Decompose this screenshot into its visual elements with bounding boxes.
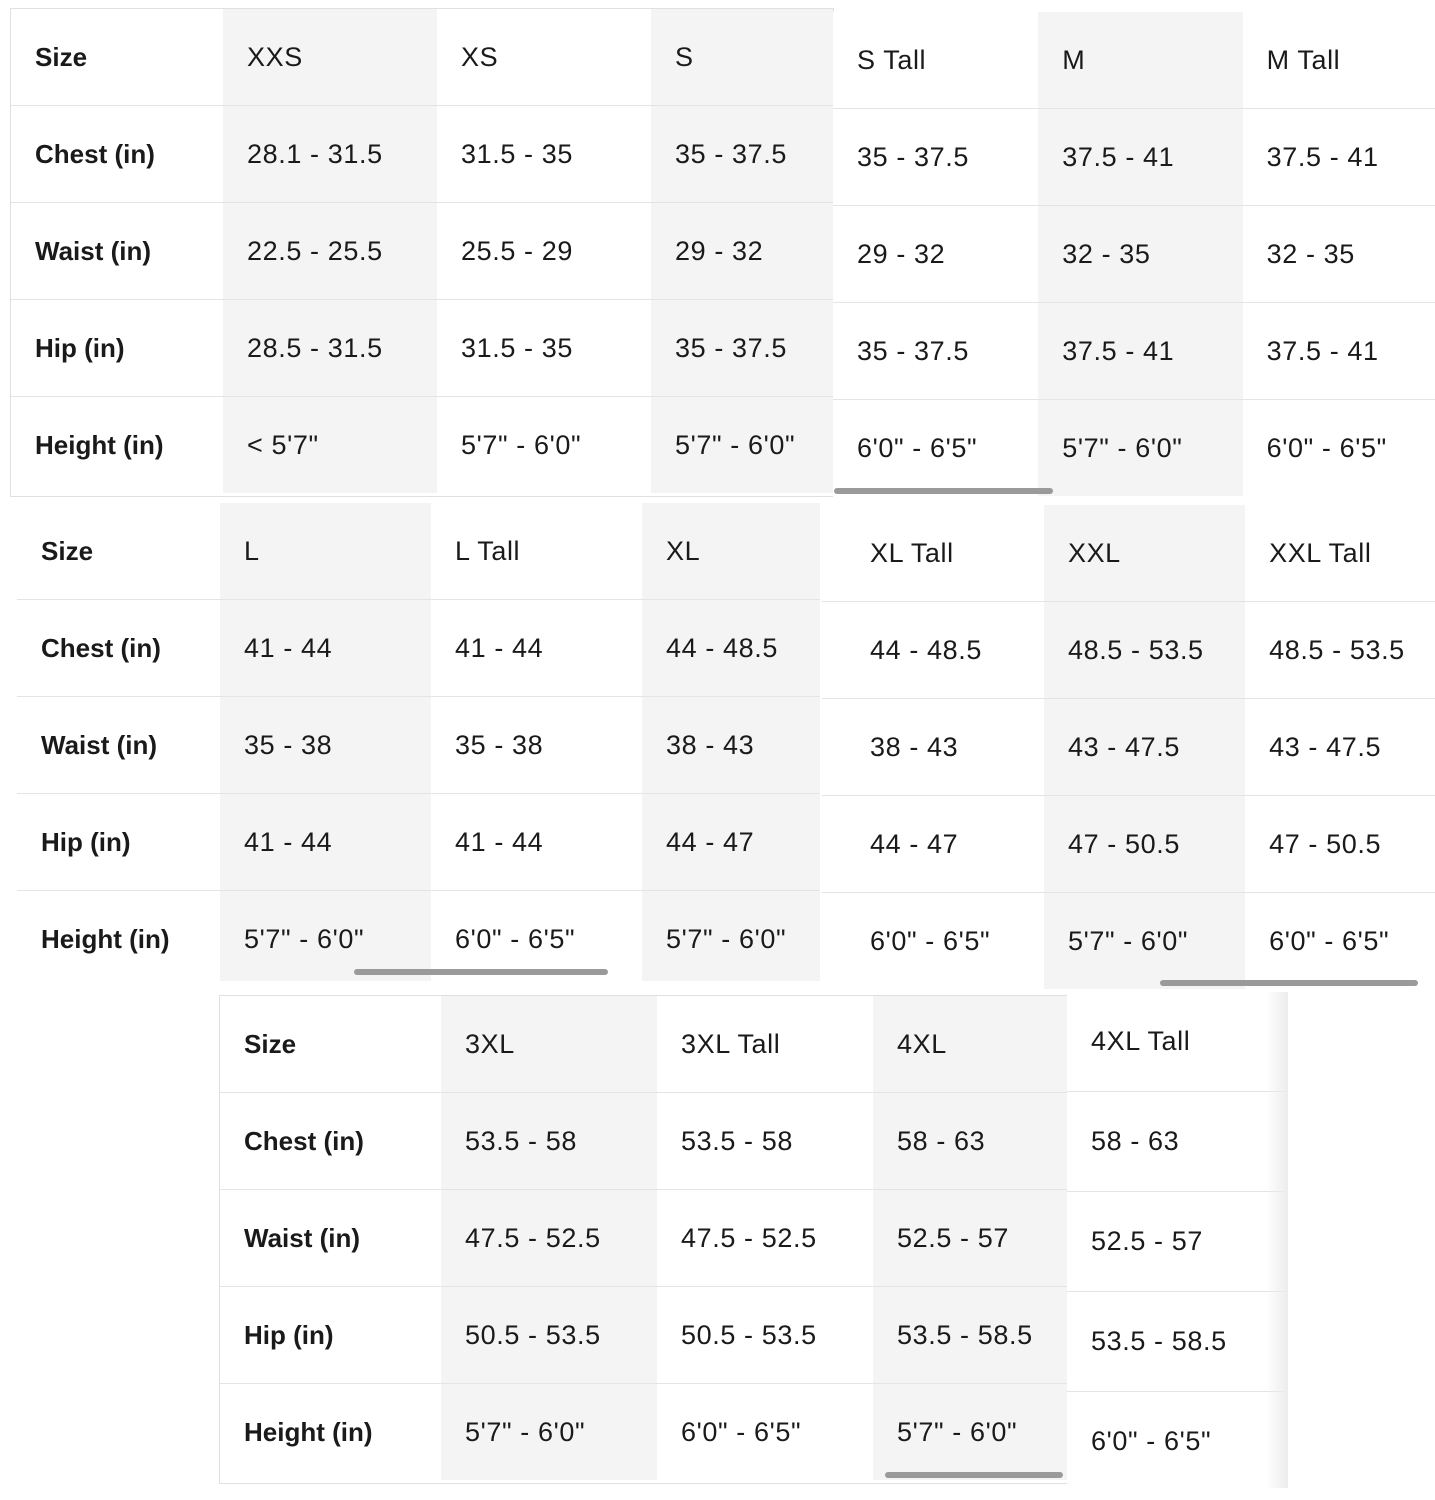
size-table-l-xl [17,503,820,981]
size-header: XXL [1044,505,1245,602]
table-cell: 5'7" - 6'0" [1038,400,1242,497]
table-cell: 37.5 - 41 [1243,303,1435,400]
table-cell: 35 - 38 [220,697,431,794]
table-row-waist [11,203,833,300]
row-label-height: Height (in) [35,429,164,460]
table-cell: 28.5 - 31.5 [223,300,437,397]
table-cell: 38 - 43 [822,699,1044,796]
table-cell: 29 - 32 [833,206,1038,303]
row-label-size: Size [17,503,220,600]
table-cell: 48.5 - 53.5 [1044,602,1245,699]
size-header: L [220,503,431,600]
size-header: M [1038,12,1242,109]
row-label-size: Size [11,9,223,106]
size-table-4xl-tall [1067,992,1287,1488]
table-cell: 47 - 50.5 [1044,796,1245,893]
table-cell: 41 - 44 [431,794,642,891]
table-cell: 44 - 48.5 [822,602,1044,699]
size-table [17,503,820,981]
table-row-hip [822,796,1435,893]
size-header: S [651,9,833,106]
row-label-size: Size [220,996,441,1093]
size-header: XXL Tall [1245,505,1435,602]
table-cell: 32 - 35 [1038,206,1242,303]
table-cell: 5'7" - 6'0" [651,397,833,494]
table-row-waist [17,697,820,794]
table-cell: 31.5 - 35 [437,106,651,203]
table-cell: 6'0" - 6'5" [455,923,576,954]
size-table-xxs-s [10,8,834,497]
size-table [220,996,1067,1480]
size-header: 3XL [441,996,657,1093]
row-label-height: Height (in) [244,1416,373,1447]
table-cell: 35 - 37.5 [651,300,833,397]
table-cell: 44 - 47 [642,794,820,891]
table-cell: 50.5 - 53.5 [657,1287,873,1384]
table-cell: 5'7" - 6'0" [1044,893,1245,990]
table-row-size [833,12,1435,109]
table-cell: 5'7" - 6'0" [441,1384,657,1481]
table-cell: 35 - 38 [431,697,642,794]
table-cell: 41 - 44 [220,600,431,697]
table-cell: 43 - 47.5 [1044,699,1245,796]
scroll-edge-shadow [1266,992,1288,1488]
table-cell: 6'0" - 6'5" [1091,1426,1212,1456]
table-cell: 48.5 - 53.5 [1245,602,1435,699]
row-label-waist: Waist (in) [17,697,220,794]
size-header: XL [642,503,820,600]
table-cell: 47.5 - 52.5 [441,1190,657,1287]
size-table [11,9,833,493]
table-cell: 5'7" - 6'0" [220,891,431,982]
table-cell: 58 - 63 [1067,1092,1287,1192]
horizontal-scrollbar[interactable] [354,969,608,975]
table-cell: 47.5 - 52.5 [657,1190,873,1287]
table-row-hip [833,303,1435,400]
horizontal-scrollbar[interactable] [885,1472,1063,1478]
table-cell: 5'7" - 6'0" [461,429,582,460]
row-label-hip: Hip (in) [17,794,220,891]
size-header: XL Tall [822,505,1044,602]
row-label-height: Height (in) [41,923,170,954]
horizontal-scrollbar[interactable] [834,488,1053,494]
row-label-hip: Hip (in) [11,300,223,397]
table-cell: 37.5 - 41 [1038,303,1242,400]
horizontal-scrollbar[interactable] [1160,980,1418,986]
size-table-3xl-4xl [219,995,1068,1484]
table-cell: 50.5 - 53.5 [441,1287,657,1384]
table-cell: 28.1 - 31.5 [223,106,437,203]
table-row-chest [822,602,1435,699]
row-label-chest: Chest (in) [220,1093,441,1190]
size-table [822,505,1435,989]
table-cell: 29 - 32 [651,203,833,300]
table-row-chest [833,109,1435,206]
table-row-chest [17,600,820,697]
table-cell: 35 - 37.5 [651,106,833,203]
table-row-height [833,400,1435,497]
table-cell: 32 - 35 [1243,206,1435,303]
row-label-chest: Chest (in) [17,600,220,697]
table-row-waist [822,699,1435,796]
table-cell: 58 - 63 [873,1093,1067,1190]
table-cell: 22.5 - 25.5 [223,203,437,300]
table-cell: 44 - 47 [822,796,1044,893]
table-row-size [11,9,833,106]
size-table-xl-tall-xxl-tall [822,505,1435,992]
table-cell: 52.5 - 57 [873,1190,1067,1287]
table-cell: 25.5 - 29 [437,203,651,300]
table-row-height [17,891,820,982]
table-cell: 37.5 - 41 [1038,109,1242,206]
table-cell: 35 - 37.5 [833,303,1038,400]
table-row-height [11,397,833,494]
size-header: L Tall [431,503,642,600]
table-row-hip [220,1287,1067,1384]
size-table-s-tall-m-tall [833,12,1435,500]
table-cell: 6'0" - 6'5" [870,925,991,956]
table-cell: 44 - 48.5 [642,600,820,697]
row-label-chest: Chest (in) [11,106,223,203]
table-row-size [1067,992,1287,1092]
table-row-height [1067,1392,1287,1489]
table-cell: 5'7" - 6'0" [873,1384,1067,1481]
table-row-size [220,996,1067,1093]
table-row-waist [220,1190,1067,1287]
size-header: XXS [223,9,437,106]
table-row-height [220,1384,1067,1481]
table-cell: 53.5 - 58.5 [873,1287,1067,1384]
table-row-height [822,893,1435,990]
table-cell: 6'0" - 6'5" [681,1416,802,1447]
table-cell: 53.5 - 58 [657,1093,873,1190]
size-table [1067,992,1287,1488]
table-cell: 35 - 37.5 [833,109,1038,206]
table-row-chest [1067,1092,1287,1192]
row-label-waist: Waist (in) [11,203,223,300]
table-cell: 6'0" - 6'5" [857,432,978,463]
table-row-chest [220,1093,1067,1190]
table-cell: 43 - 47.5 [1245,699,1435,796]
table-cell: < 5'7" [223,397,437,494]
table-cell: 31.5 - 35 [437,300,651,397]
row-label-hip: Hip (in) [220,1287,441,1384]
row-label-waist: Waist (in) [220,1190,441,1287]
size-header: S Tall [833,12,1038,109]
size-header: XS [437,9,651,106]
size-table [833,12,1435,496]
table-row-waist [833,206,1435,303]
table-cell: 6'0" - 6'5" [1266,432,1387,463]
table-row-hip [17,794,820,891]
size-header: 4XL Tall [1067,992,1287,1092]
table-cell: 52.5 - 57 [1067,1192,1287,1292]
table-row-size [17,503,820,600]
size-header: M Tall [1243,12,1435,109]
size-header: 4XL [873,996,1067,1093]
table-row-chest [11,106,833,203]
table-cell: 47 - 50.5 [1245,796,1435,893]
table-row-hip [11,300,833,397]
table-cell: 5'7" - 6'0" [642,891,820,982]
table-row-waist [1067,1192,1287,1292]
table-cell: 41 - 44 [431,600,642,697]
table-cell: 53.5 - 58 [441,1093,657,1190]
table-cell: 53.5 - 58.5 [1067,1292,1287,1392]
table-row-hip [1067,1292,1287,1392]
table-cell: 41 - 44 [220,794,431,891]
table-cell: 37.5 - 41 [1243,109,1435,206]
table-cell: 38 - 43 [642,697,820,794]
size-header: 3XL Tall [657,996,873,1093]
table-row-size [822,505,1435,602]
table-cell: 6'0" - 6'5" [1269,925,1390,956]
